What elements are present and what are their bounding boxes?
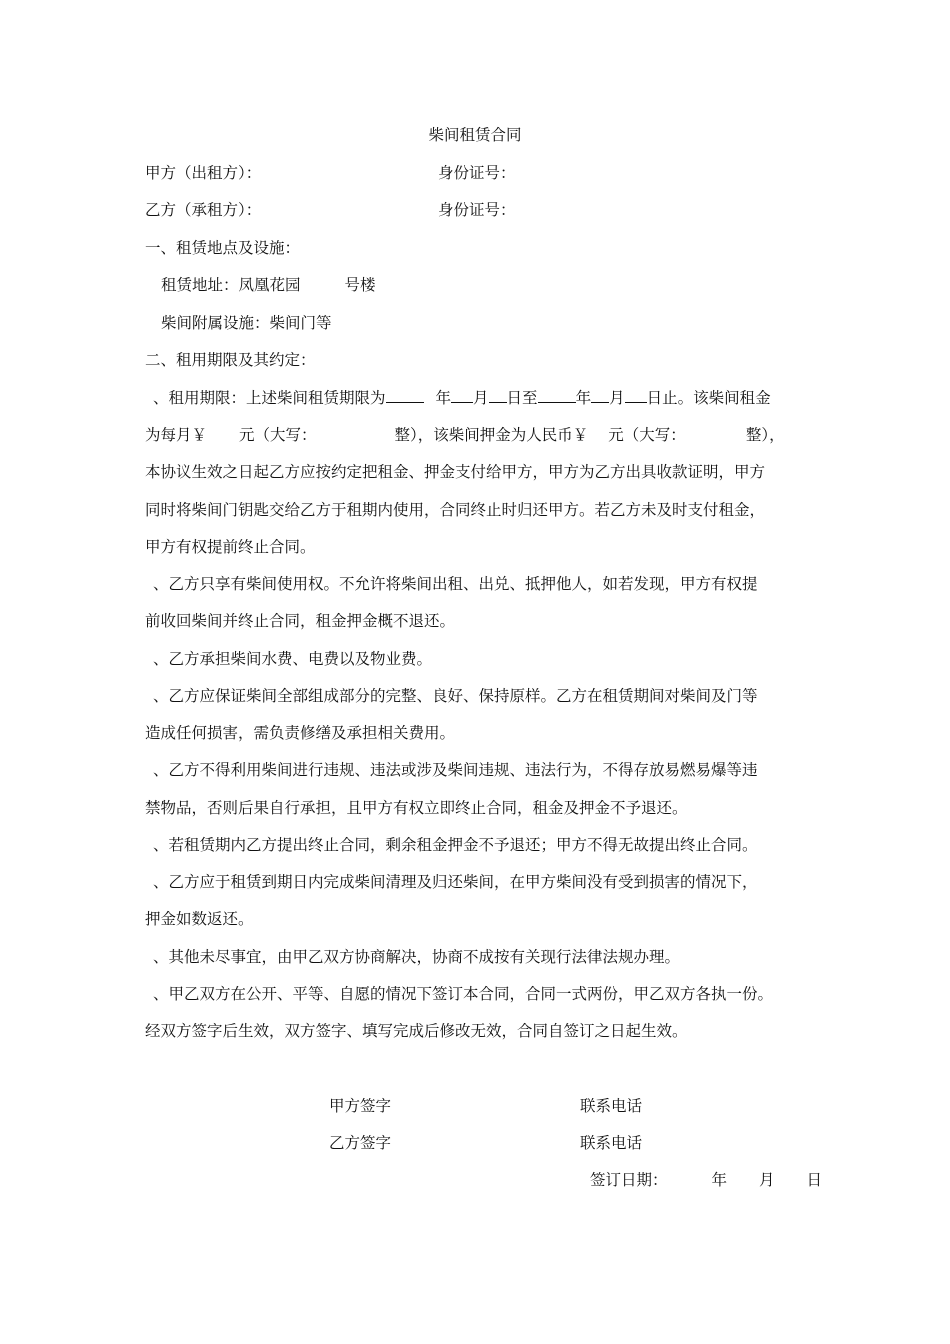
party-b-signature: 乙方签字 (329, 1134, 392, 1152)
clause-1-day-to: 日至 (506, 389, 538, 407)
signing-year: 年 (711, 1171, 728, 1189)
clause-1-line-4: 同时将柴间门钥匙交给乙方于租期内使用，合同终止时归还甲方。若乙方未及时支付租金， (145, 501, 766, 519)
clause-7-line-1: 、乙方应于租赁到期日内完成柴间清理及归还柴间，在甲方柴间没有受到损害的情况下， (153, 873, 758, 891)
page-title: 柴间租赁合同 (428, 126, 522, 144)
section1-heading: 一、租赁地点及设施： (145, 239, 301, 257)
party-b-label: 乙方（承租方）： (145, 201, 262, 219)
deposit-label: 整），该柴间押金为人民币￥ (394, 426, 589, 444)
facilities: 柴间附属设施：柴间门等 (161, 314, 332, 332)
clause-4-line-2: 造成任何损害，需负责修缮及承担相关费用。 (145, 724, 456, 742)
clause-4-line-1: 、乙方应保证柴间全部组成部分的完整、良好、保持原样。乙方在租赁期间对柴间及门等 (153, 687, 758, 705)
blank-line (625, 387, 647, 403)
rental-address (161, 275, 376, 295)
clause-6-line-1: 、若租赁期内乙方提出终止合同，剩余租金押金不予退还；甲方不得无故提出终止合同。 (153, 836, 758, 854)
party-a-phone: 联系电话 (580, 1097, 643, 1115)
blank-line (489, 387, 507, 403)
clause-1-end: 日止。该柴间租金 (646, 389, 771, 407)
signing-month: 月 (759, 1171, 775, 1189)
rent-caps-label: 元（大写： (239, 426, 317, 444)
address-suffix: 号楼 (344, 276, 376, 294)
clause-2-line-1: 、乙方只享有柴间使用权。不允许将柴间出租、出兑、抵押他人，如若发现，甲方有权提 (153, 575, 758, 593)
signing-day: 日 (806, 1171, 823, 1189)
signing-date-label: 签订日期： (590, 1171, 668, 1189)
clause-1-line-3: 本协议生效之日起乙方应按约定把租金、押金支付给甲方，甲方为乙方出具收款证明，甲方 (145, 463, 766, 481)
signing-date (590, 1170, 822, 1190)
clause-2-line-2: 前收回柴间并终止合同，租金押金概不退还。 (145, 612, 456, 630)
clause-9-line-1: 、甲乙双方在公开、平等、自愿的情况下签订本合同，合同一式两份，甲乙双方各执一份。 (153, 985, 774, 1003)
blank-line (386, 387, 424, 403)
clause-1-year-2: 年 (575, 389, 592, 407)
clause-1-line-5: 甲方有权提前终止合同。 (145, 538, 316, 556)
party-a-label: 甲方（出租方）： (145, 164, 262, 182)
blank-line (451, 387, 473, 403)
clause-1-line-1 (153, 387, 771, 408)
clause-1-month: 月 (473, 389, 489, 407)
clause-1-year: 年 (435, 389, 452, 407)
clause-1-line-2 (145, 425, 785, 445)
clause-9-line-2: 经双方签字后生效，双方签字、填写完成后修改无效，合同自签订之日起生效。 (145, 1022, 688, 1040)
section2-heading: 二、租用期限及其约定： (145, 351, 316, 369)
blank-line (591, 387, 609, 403)
clause-5-line-1: 、乙方不得利用柴间进行违规、违法或涉及柴间违规、违法行为，不得存放易燃易爆等违 (153, 761, 758, 779)
deposit-end: 整）， (745, 426, 785, 444)
clause-8-line-1: 、其他未尽事宜，由甲乙双方协商解决，协商不成按有关现行法律法规办理。 (153, 948, 681, 966)
address-prefix: 租赁地址：凤凰花园 (161, 276, 301, 294)
deposit-caps-label: 元（大写： (608, 426, 686, 444)
clause-1-month-2: 月 (609, 389, 625, 407)
clause-5-line-2: 禁物品，否则后果自行承担，且甲方有权立即终止合同，租金及押金不予退还。 (145, 799, 688, 817)
clause-3-line-1: 、乙方承担柴间水费、电费以及物业费。 (153, 650, 433, 668)
clause-1-text: 、租用期限：上述柴间租赁期限为 (153, 389, 386, 407)
blank-line (538, 387, 576, 403)
party-a-id-label: 身份证号： (438, 164, 516, 182)
party-b-id-label: 身份证号： (438, 201, 516, 219)
rent-label: 为每月￥ (145, 426, 208, 444)
party-a-signature: 甲方签字 (329, 1097, 392, 1115)
clause-7-line-2: 押金如数返还。 (145, 910, 254, 928)
party-b-phone: 联系电话 (580, 1134, 643, 1152)
